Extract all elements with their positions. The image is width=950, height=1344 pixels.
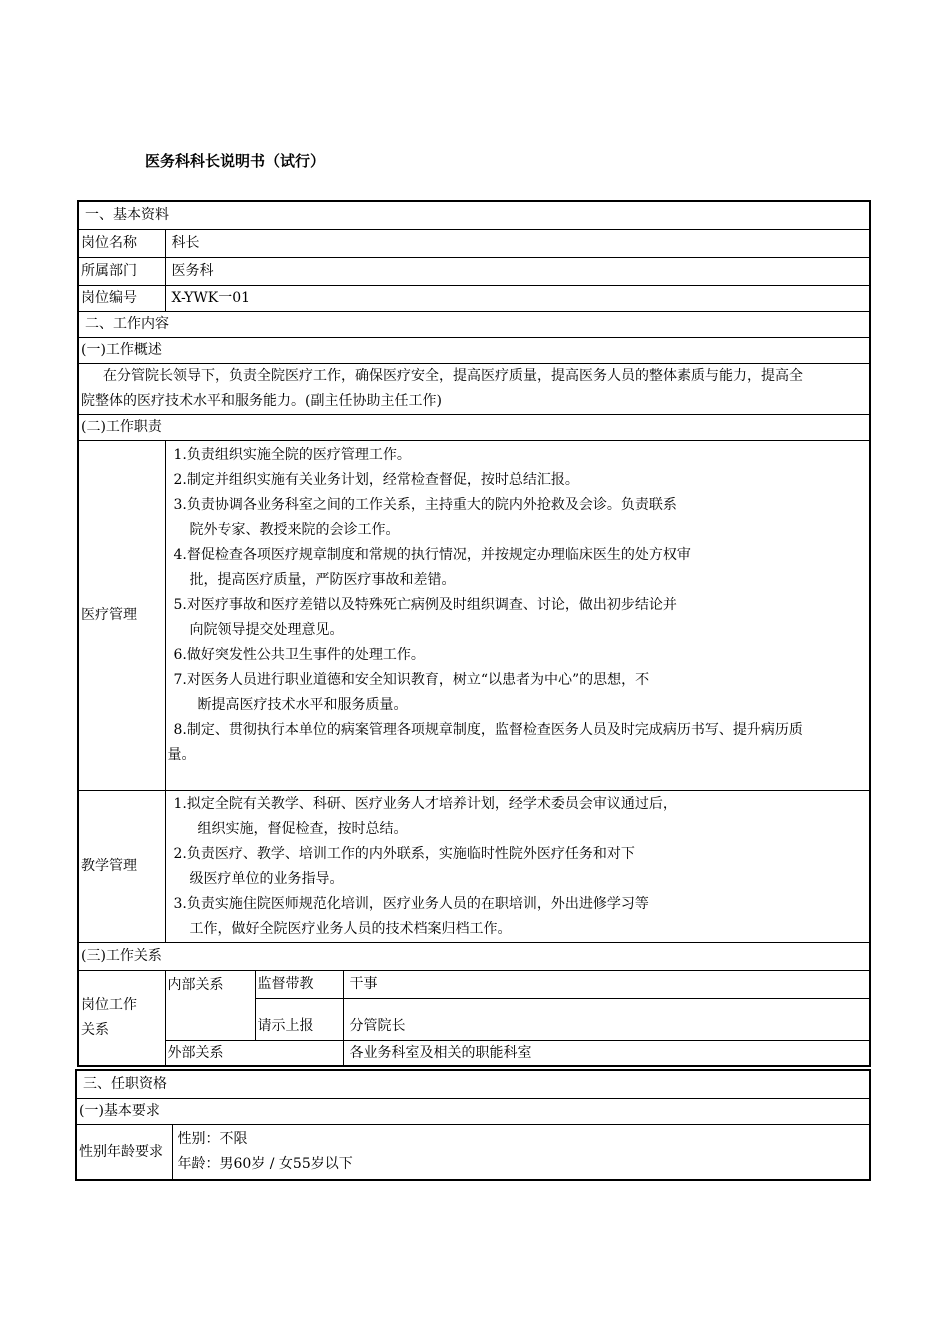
duty-line: 6.做好突发性公共卫生事件的处理工作。 xyxy=(173,646,425,663)
duty-line: 8.制定、贯彻执行本单位的病案管理各项规章制度，监督检查医务人员及时完成病历书写、提升病历质 xyxy=(173,721,803,738)
duty-line: 4.督促检查各项医疗规章制度和常规的执行情况，并按规定办理临床医生的处方权审 xyxy=(173,546,691,563)
duty-line: 向院领导提交处理意见。 xyxy=(189,621,344,638)
report-value: 分管院长 xyxy=(343,998,870,1040)
supervise-label: 监督带教 xyxy=(255,970,343,998)
duty-line: 2.制定并组织实施有关业务计划，经常检查督促，按时总结汇报。 xyxy=(173,471,579,488)
report-label: 请示上报 xyxy=(255,998,343,1040)
gender-requirement: 性别：不限 xyxy=(177,1130,248,1147)
duty-line: 1.负责组织实施全院的医疗管理工作。 xyxy=(173,446,411,463)
duty-line: 7.对医务人员进行职业道德和安全知识教育，树立“以患者为中心”的思想，不 xyxy=(173,671,650,688)
overview-line: 在分管院长领导下，负责全院医疗工作，确保医疗安全，提高医疗质量，提高医务人员的整体素质与能力，提高全 xyxy=(103,367,803,384)
relations-label xyxy=(78,970,165,1066)
supervise-value: 干事 xyxy=(343,970,870,998)
department-label: 所属部门 xyxy=(78,257,165,285)
section-qualifications-heading: 三、任职资格 xyxy=(76,1070,870,1098)
duty-line: 级医疗单位的业务指导。 xyxy=(189,870,344,887)
job-description-table xyxy=(77,200,871,1067)
relations-label-line: 岗位工作 xyxy=(81,996,137,1013)
relations-label-line: 关系 xyxy=(81,1021,109,1038)
teaching-management-duties xyxy=(165,790,870,942)
duty-line: 工作，做好全院医疗业务人员的技术档案归档工作。 xyxy=(189,920,512,937)
duty-line: 5.对医疗事故和医疗差错以及特殊死亡病例及时组织调查、讨论，做出初步结论并 xyxy=(173,596,677,613)
duty-line: 批，提高医疗质量，严防医疗事故和差错。 xyxy=(189,571,456,588)
duties-heading: (二)工作职责 xyxy=(78,414,870,440)
relations-heading: (三)工作关系 xyxy=(78,942,870,970)
duty-line: 2.负责医疗、教学、培训工作的内外联系，实施临时性院外医疗任务和对下 xyxy=(173,845,635,862)
basic-requirements-heading: (一)基本要求 xyxy=(76,1098,870,1124)
duty-line: 组织实施，督促检查，按时总结。 xyxy=(197,820,408,837)
duty-line: 量。 xyxy=(167,746,196,763)
department-value: 医务科 xyxy=(165,257,870,285)
overview-heading: (一)工作概述 xyxy=(78,337,870,363)
position-name-label: 岗位名称 xyxy=(78,229,165,257)
external-relations-label: 外部关系 xyxy=(165,1040,343,1066)
teaching-management-label: 教学管理 xyxy=(78,790,165,942)
duty-line: 1.拟定全院有关教学、科研、医疗业务人才培养计划，经学术委员会审议通过后， xyxy=(173,795,677,812)
age-requirement: 年龄：男60岁 / 女55岁以下 xyxy=(177,1155,353,1172)
duty-line: 3.负责实施住院医师规范化培训，医疗业务人员的在职培训，外出进修学习等 xyxy=(173,895,649,912)
page-title: 医务科科长说明书（试行） xyxy=(145,152,326,170)
position-name-value: 科长 xyxy=(165,229,870,257)
duty-line: 院外专家、教授来院的会诊工作。 xyxy=(189,521,400,538)
position-code-label: 岗位编号 xyxy=(78,285,165,311)
qualifications-table xyxy=(75,1069,871,1181)
external-relations-value: 各业务科室及相关的职能科室 xyxy=(343,1040,870,1066)
position-code-value: X-YWK一01 xyxy=(165,285,870,311)
internal-relations-label: 内部关系 xyxy=(165,970,255,1040)
duty-line: 3.负责协调各业务科室之间的工作关系，主持重大的院内外抢救及会诊。负责联系 xyxy=(173,496,677,513)
overview-line: 院整体的医疗技术水平和服务能力。(副主任协助主任工作) xyxy=(81,392,442,409)
section-basic-info-heading: 一、基本资料 xyxy=(78,201,870,229)
duty-line: 断提高医疗技术水平和服务质量。 xyxy=(197,696,408,713)
overview-text xyxy=(78,363,870,414)
medical-management-duties xyxy=(165,440,870,790)
medical-management-label: 医疗管理 xyxy=(78,440,165,790)
gender-age-values xyxy=(172,1124,870,1180)
section-work-content-heading: 二、工作内容 xyxy=(78,311,870,337)
gender-age-label: 性别年龄要求 xyxy=(76,1124,172,1180)
